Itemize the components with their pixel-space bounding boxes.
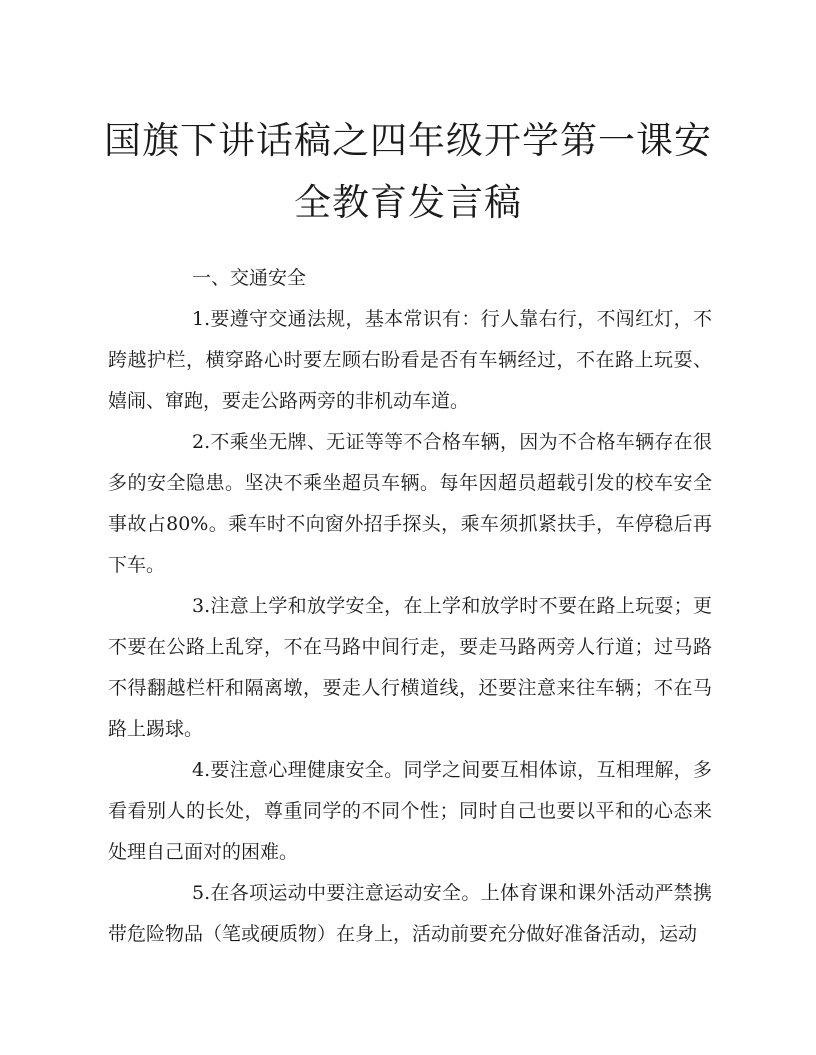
paragraph-3: 3.注意上学和放学安全，在上学和放学时不要在路上玩耍；更不要在公路上乱穿，不在马路中间行走，要走马路两旁人行道；过马路不得翻越栏杆和隔离墩，要走人行横道线，还要注意来往车辆；不在马路上踢球。: [108, 595, 712, 740]
paragraph-4: 4.要注意心理健康安全。同学之间要互相体谅，互相理解，多看看别人的长处，尊重同学的不同个性；同时自己也要以平和的心态来处理自己面对的困难。: [108, 759, 712, 863]
paragraph-1: 1.要遵守交通法规，基本常识有：行人靠右行，不闯红灯，不跨越护栏，横穿路心时要左顾右盼看是否有车辆经过，不在路上玩耍、嬉闹、窜跑，要走公路两旁的非机动车道。: [108, 308, 712, 412]
section-heading: 一、交通安全: [192, 267, 307, 289]
document-body: [108, 258, 712, 955]
paragraph-5: 5.在各项运动中要注意运动安全。上体育课和课外活动严禁携带危险物品（笔或硬质物）在身上，活动前要充分做好准备活动，运动: [108, 882, 712, 945]
document-title-line-2: 全教育发言稿: [294, 181, 522, 224]
document-title-line-1: 国旗下讲话稿之四年级开学第一课安: [104, 119, 712, 162]
paragraph-2: 2.不乘坐无牌、无证等等不合格车辆，因为不合格车辆存在很多的安全隐患。坚决不乘坐超员车辆。每年因超员超载引发的校车安全事故占80%。乘车时不向窗外招手探头，乘车须抓紧扶手，车停稳后再下车。: [108, 431, 712, 576]
